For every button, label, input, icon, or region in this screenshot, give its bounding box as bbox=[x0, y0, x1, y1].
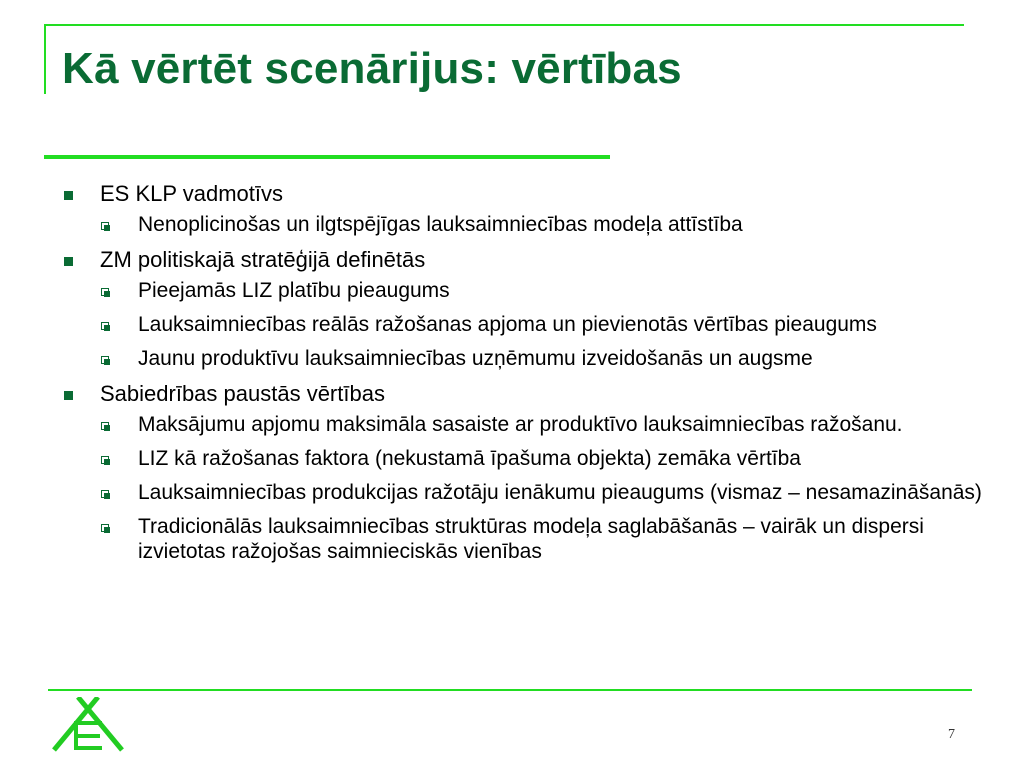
logo-icon bbox=[50, 697, 124, 753]
shadow-square-bullet-icon bbox=[101, 422, 109, 430]
bullet-item bbox=[62, 246, 982, 274]
square-bullet-icon bbox=[64, 391, 73, 400]
sub-bullet-item bbox=[62, 278, 982, 303]
sub-bullet-item bbox=[62, 514, 982, 564]
shadow-square-bullet-icon bbox=[101, 456, 109, 464]
shadow-square-bullet-icon bbox=[101, 490, 109, 498]
sub-bullet-item bbox=[62, 412, 982, 437]
bullet-list bbox=[62, 180, 982, 573]
shadow-square-bullet-icon bbox=[101, 288, 109, 296]
bullet-text: ES KLP vadmotīvs bbox=[100, 181, 284, 206]
top-frame-line bbox=[44, 24, 964, 26]
sub-bullet-text: Maksājumu apjomu maksimāla sasaiste ar produktīvo lauksaimniecības ražošanu. bbox=[138, 413, 903, 436]
bullet-item bbox=[62, 380, 982, 408]
shadow-square-bullet-icon bbox=[101, 222, 109, 230]
shadow-square-bullet-icon bbox=[101, 356, 109, 364]
sub-bullet-item bbox=[62, 346, 982, 371]
footer-line bbox=[48, 689, 972, 691]
sub-bullet-item bbox=[62, 480, 982, 505]
sub-bullet-item bbox=[62, 446, 982, 471]
shadow-square-bullet-icon bbox=[101, 322, 109, 330]
square-bullet-icon bbox=[64, 191, 73, 200]
sub-bullet-text: Jaunu produktīvu lauksaimniecības uzņēmumu izveidošanās un augsme bbox=[138, 347, 813, 370]
sub-bullet-text: LIZ kā ražošanas faktora (nekustamā īpašuma objekta) zemāka vērtība bbox=[138, 447, 801, 470]
sub-bullet-text: Tradicionālās lauksaimniecības struktūras modeļa saglabāšanās – vairāk un dispersi izvietotas ražojošas saimnieciskās vienības bbox=[138, 515, 924, 563]
sub-bullet-item bbox=[62, 312, 982, 337]
title-underline bbox=[44, 155, 610, 159]
sub-bullet-text: Nenoplicinošas un ilgtspējīgas lauksaimniecības modeļa attīstība bbox=[138, 213, 743, 236]
shadow-square-bullet-icon bbox=[101, 524, 109, 532]
square-bullet-icon bbox=[64, 257, 73, 266]
slide-title: Kā vērtēt scenārijus: vērtības bbox=[62, 44, 682, 93]
bullet-text: ZM politiskajā stratēģijā definētās bbox=[100, 247, 426, 272]
sub-bullet-text: Lauksaimniecības produkcijas ražotāju ienākumu pieaugums (vismaz – nesamazināšanās) bbox=[138, 481, 982, 504]
sub-bullet-item bbox=[62, 212, 982, 237]
page-number: 7 bbox=[948, 727, 955, 742]
sub-bullet-text: Pieejamās LIZ platību pieaugums bbox=[138, 279, 450, 302]
bullet-text: Sabiedrības paustās vērtības bbox=[100, 381, 385, 406]
bullet-item bbox=[62, 180, 982, 208]
sub-bullet-text: Lauksaimniecības reālās ražošanas apjoma un pievienotās vērtības pieaugums bbox=[138, 313, 877, 336]
left-frame-line bbox=[44, 24, 46, 94]
